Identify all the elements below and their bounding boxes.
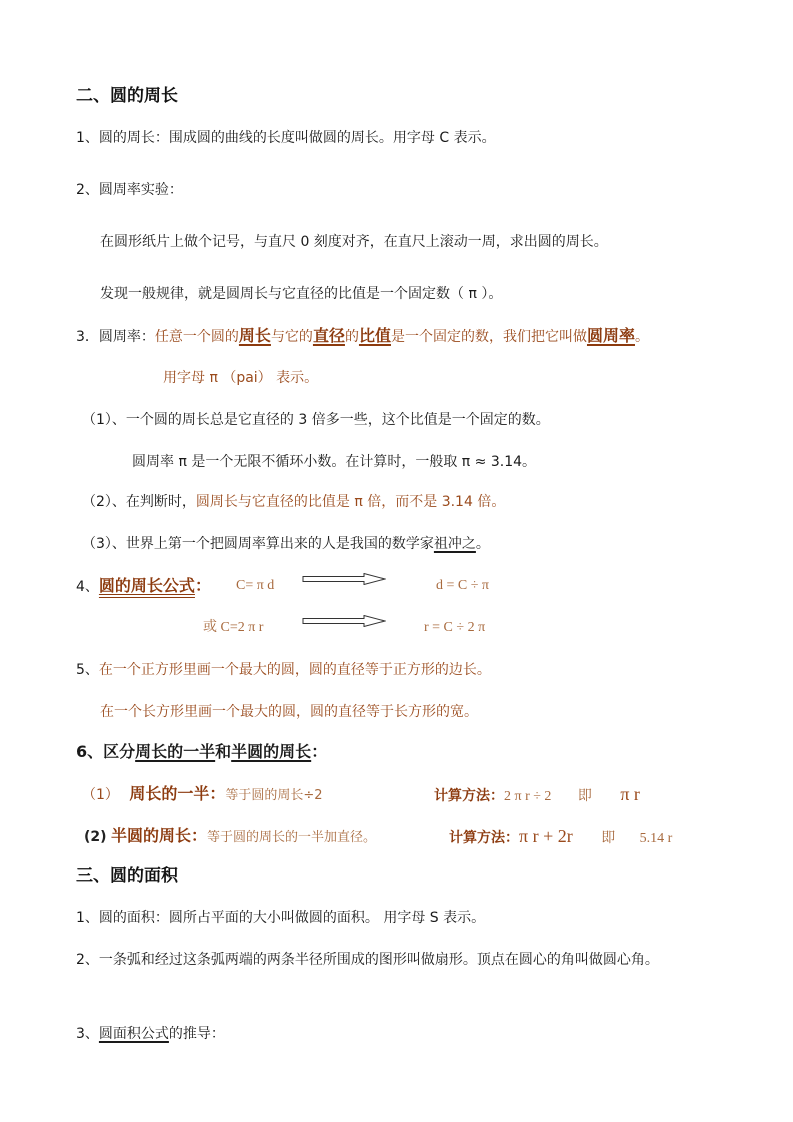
sub-1-desc: 等于圆的周长÷2	[225, 788, 323, 803]
semicircle-perimeter-method	[449, 826, 672, 849]
rectangle-circle-rule: 在一个长方形里画一个最大的圆，圆的直径等于长方形的宽。	[100, 704, 478, 720]
equals-word: 即	[577, 788, 592, 804]
pi-symbol-note: 用字母 π （pai） 表示。	[163, 370, 319, 386]
pi-definition-text: 。	[634, 329, 649, 345]
note-2-prefix: （2）、在判断时，	[82, 494, 196, 510]
note-3	[82, 534, 490, 554]
item-6-colon: ：	[311, 742, 328, 761]
method-formula: π r + 2r	[519, 826, 573, 846]
item-3-end: 的推导：	[168, 1026, 225, 1042]
zu-chongzhi-name: 祖冲之	[433, 536, 476, 552]
definition-circumference: 1、圆的周长：围成圆的曲线的长度叫做圆的周长。用字母 C 表示。	[76, 130, 496, 146]
method-label: 计算方法：	[434, 788, 504, 804]
note-3-end: 。	[475, 536, 490, 552]
item-5-prefix: 5、	[76, 662, 99, 678]
area-formula-derivation	[76, 1024, 225, 1044]
formula-c-pi-d: C= π d	[236, 578, 275, 593]
keyword-half-circumference: 周长的一半	[135, 742, 216, 761]
formula-colon: ：	[194, 576, 211, 595]
pi-definition-text: 是一个固定的数，我们把它叫做	[390, 329, 587, 345]
keyword-semicircle-perimeter: 半圆的周长	[231, 742, 312, 761]
note-3-prefix: （3）、世界上第一个把圆周率算出来的人是我国的数学家	[82, 536, 434, 552]
definition-sector: 2、一条弧和经过这条弧两端的两条半径所围成的图形叫做扇形。顶点在圆心的角叫做圆心角。	[76, 952, 659, 968]
pi-definition-text: 与它的	[270, 329, 313, 345]
method-formula: 2 π r ÷ 2	[504, 789, 552, 804]
half-circumference-method	[434, 784, 640, 807]
equals-word: 即	[601, 830, 616, 846]
keyword-pi: 圆周率	[586, 326, 635, 345]
distinguish-heading	[76, 742, 327, 762]
arrow-right-icon	[302, 615, 386, 627]
keyword-area-formula: 圆面积公式	[98, 1026, 169, 1042]
sub-1-num: （1）	[82, 787, 119, 803]
half-circumference-row	[82, 784, 323, 806]
item-6-prefix: 6、区分	[76, 742, 136, 761]
sub-2-desc: 等于圆的周长的一半加直径。	[207, 830, 377, 845]
pi-definition	[76, 326, 649, 347]
formula-r-result: r = C ÷ 2 π	[424, 620, 486, 635]
pi-experiment-step: 在圆形纸片上做个记号，与直尺 0 刻度对齐，在直尺上滚动一周，求出圆的周长。	[100, 234, 608, 250]
item-4-prefix: 4、	[76, 579, 99, 595]
sub-2-num: (2)	[84, 829, 107, 845]
sub-2-label: 半圆的周长：	[111, 826, 208, 845]
sub-1-label: 周长的一半：	[129, 784, 226, 803]
note-2-text: 圆周长与它直径的比值是 π 倍，而不是 3.14 倍。	[195, 494, 506, 510]
keyword-diameter: 直径	[312, 326, 345, 345]
method-result: π r	[620, 784, 640, 804]
keyword-circumference: 周长	[238, 326, 271, 345]
section-title-circumference: 二、圆的周长	[76, 86, 178, 106]
pi-experiment-title: 2、圆周率实验：	[76, 182, 183, 198]
pi-definition-text: 的	[344, 329, 359, 345]
circumference-formula-label	[76, 576, 211, 597]
formula-c-2pi-r: 或 C=2 π r	[203, 620, 264, 635]
item-6-and: 和	[215, 742, 232, 761]
pi-experiment-finding: 发现一般规律，就是圆周长与它直径的比值是一个固定数（ π ）。	[100, 286, 503, 302]
note-2	[82, 492, 505, 512]
method-result: 5.14 r	[639, 831, 673, 846]
square-circle-rule	[76, 660, 491, 680]
pi-definition-prefix: 3．圆周率：	[76, 329, 155, 345]
note-1: （1）、一个圆的周长总是它直径的 3 倍多一些，这个比值是一个固定的数。	[82, 412, 550, 428]
formula-keyword: 圆的周长公式	[98, 576, 195, 595]
semicircle-perimeter-row	[84, 826, 376, 848]
keyword-ratio: 比值	[358, 326, 391, 345]
arrow-right-icon	[302, 573, 386, 585]
item-3-prefix: 3、	[76, 1026, 99, 1042]
pi-definition-text: 任意一个圆的	[154, 329, 239, 345]
method-label: 计算方法：	[449, 830, 519, 846]
note-1-pi-approx: 圆周率 π 是一个无限不循环小数。在计算时，一般取 π ≈ 3.14。	[132, 454, 537, 470]
square-circle-text: 在一个正方形里画一个最大的圆，圆的直径等于正方形的边长。	[98, 662, 491, 678]
formula-d-result: d = C ÷ π	[436, 578, 489, 593]
section-title-area: 三、圆的面积	[76, 866, 178, 886]
definition-area: 1、圆的面积：圆所占平面的大小叫做圆的面积。 用字母 S 表示。	[76, 910, 486, 926]
